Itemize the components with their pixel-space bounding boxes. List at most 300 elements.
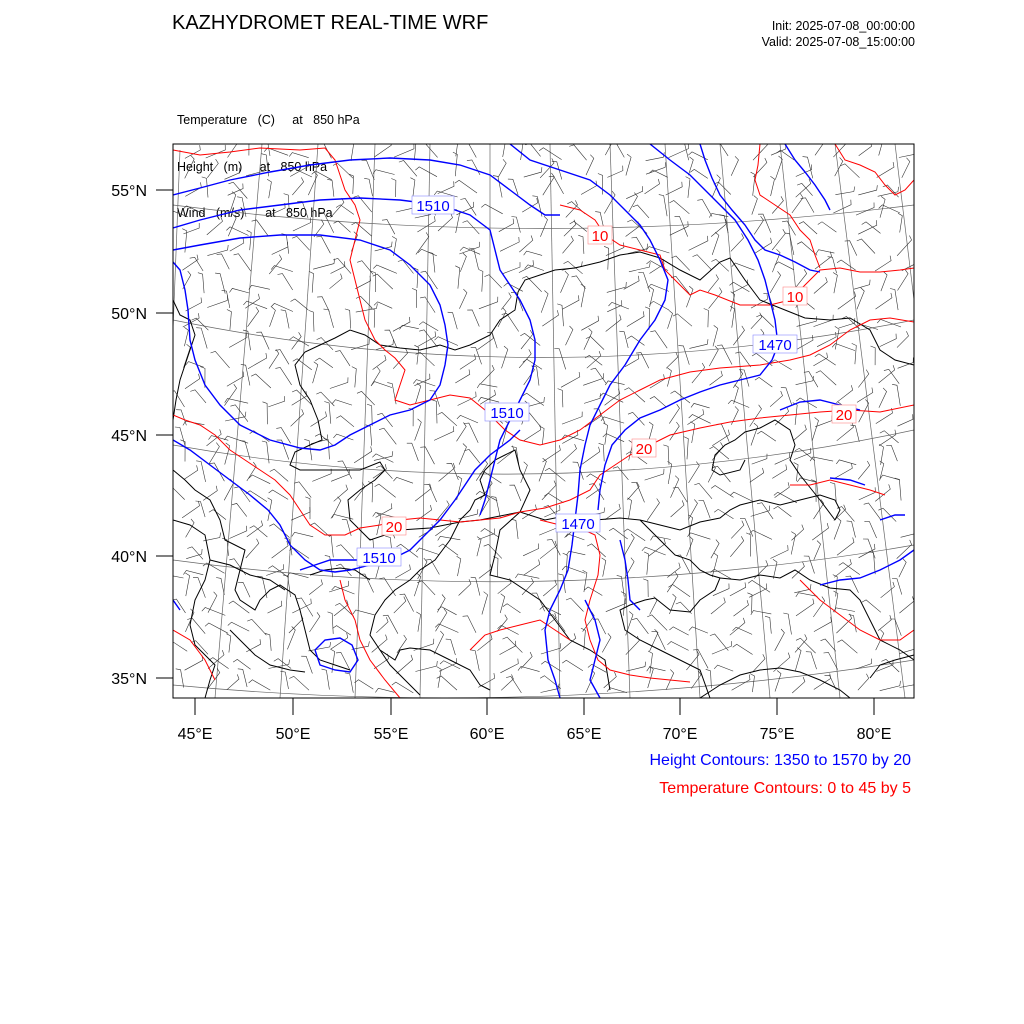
- wind-barb: [229, 559, 246, 575]
- wind-barb: [692, 363, 705, 383]
- wind-barb: [375, 688, 394, 692]
- wind-barb: [407, 443, 419, 461]
- wind-barb: [349, 174, 354, 194]
- valid-time: Valid: 2025-07-08_15:00:00: [761, 35, 915, 49]
- wind-barb: [793, 403, 797, 425]
- wind-barb: [501, 293, 511, 310]
- wind-barb: [226, 634, 230, 653]
- wind-barb: [686, 286, 693, 307]
- wind-barb: [420, 143, 438, 158]
- wind-barb: [376, 617, 388, 633]
- wind-barb: [460, 253, 466, 272]
- wind-barb: [292, 177, 303, 195]
- wind-barb: [845, 241, 857, 256]
- wind-barb: [335, 351, 350, 366]
- wind-barb: [563, 295, 580, 309]
- wind-barb: [711, 540, 719, 559]
- wind-barb: [498, 159, 506, 177]
- wind-barb: [438, 536, 461, 540]
- wind-barb: [850, 425, 859, 442]
- wind-barb: [668, 585, 690, 597]
- wind-barb: [775, 671, 781, 692]
- wind-barb: [562, 566, 585, 573]
- wind-barb: [871, 346, 876, 365]
- wind-barb: [572, 276, 586, 289]
- wind-barb: [669, 201, 689, 214]
- wind-barb: [275, 350, 289, 365]
- wind-barb: [463, 616, 476, 633]
- wind-barb: [353, 610, 374, 615]
- wind-barb: [566, 326, 573, 345]
- wind-barb: [185, 145, 200, 158]
- wind-barb: [602, 633, 611, 652]
- wind-barb: [185, 362, 203, 368]
- wind-barb: [333, 626, 351, 636]
- wind-barb: [731, 234, 744, 252]
- wind-barb: [731, 521, 744, 539]
- wind-barb: [482, 592, 488, 615]
- wind-barb: [770, 545, 788, 558]
- wind-barb: [291, 507, 310, 520]
- wind-barb: [563, 236, 574, 253]
- wind-barb: [183, 206, 205, 215]
- wind-barb: [227, 310, 232, 330]
- wind-barb: [561, 444, 577, 463]
- wind-barb: [625, 534, 635, 555]
- wind-barb: [691, 422, 695, 443]
- wind-barb: [205, 623, 228, 633]
- wind-barb: [812, 418, 818, 442]
- wind-barb: [545, 468, 565, 481]
- temp-label-20-central: 20: [635, 441, 653, 458]
- wind-barb: [272, 541, 289, 558]
- wind-barb: [500, 659, 518, 673]
- wind-barb: [650, 331, 667, 349]
- wind-barb: [228, 184, 243, 196]
- wind-barb: [587, 544, 606, 557]
- wind-barb: [584, 328, 592, 349]
- wind-barb: [524, 560, 540, 576]
- wind-barb: [519, 139, 523, 160]
- wind-barb: [374, 140, 391, 157]
- wind-barb: [334, 485, 348, 502]
- wind-barb: [772, 229, 785, 250]
- wind-barb: [892, 579, 902, 595]
- wind-barb: [881, 272, 887, 292]
- wind-barb: [315, 434, 333, 446]
- wind-barb: [878, 615, 891, 631]
- wind-barb: [324, 402, 331, 424]
- wind-barb: [781, 388, 792, 405]
- wind-barb: [400, 594, 414, 612]
- wind-barb: [554, 349, 565, 370]
- wind-barb: [671, 500, 684, 517]
- wind-barb: [211, 351, 230, 368]
- wind-barb: [901, 527, 922, 537]
- wind-barb: [477, 384, 497, 388]
- wind-barb: [886, 445, 897, 461]
- wind-barb: [754, 216, 763, 234]
- wind-barb: [502, 136, 506, 157]
- wind-barb: [539, 523, 556, 535]
- wind-barb: [650, 397, 667, 408]
- wind-barb: [228, 214, 236, 236]
- wind-barb: [511, 519, 518, 539]
- wind-barb: [438, 607, 457, 615]
- lon-label-55: 55°E: [373, 726, 409, 743]
- wind-barb: [797, 478, 816, 482]
- wind-barb: [226, 227, 248, 236]
- wind-barb: [394, 144, 414, 157]
- lon-label-45: 45°E: [177, 726, 213, 743]
- wind-barb: [626, 221, 640, 236]
- wind-barb: [746, 533, 751, 557]
- wind-barb: [374, 654, 389, 669]
- wind-barb: [477, 334, 493, 350]
- wind-barb: [292, 236, 310, 250]
- wind-barb: [621, 592, 625, 616]
- wind-barb: [312, 469, 331, 482]
- wind-barb: [446, 639, 456, 655]
- wind-barb: [438, 412, 457, 425]
- wind-barb: [523, 544, 539, 556]
- wind-barb: [895, 478, 902, 501]
- wind-barb: [294, 482, 311, 498]
- wind-barb: [457, 422, 467, 441]
- wind-barb: [522, 276, 542, 291]
- wind-barb: [182, 229, 187, 253]
- wind-barb: [560, 633, 576, 651]
- wind-barb: [227, 372, 244, 387]
- wind-barb: [268, 396, 284, 407]
- wind-barb: [332, 400, 352, 405]
- wind-barb: [578, 235, 584, 254]
- wind-barb: [649, 170, 668, 177]
- temp-label-20-west: 20: [385, 519, 403, 536]
- wind-barb: [500, 641, 516, 655]
- wind-barb: [484, 544, 502, 558]
- wind-barb: [397, 635, 407, 653]
- wind-barb: [196, 461, 205, 482]
- wind-barb: [804, 556, 815, 574]
- wind-barb: [247, 462, 256, 481]
- wind-barb: [519, 349, 531, 368]
- wind-barb: [207, 159, 218, 178]
- wind-barb: [248, 353, 267, 369]
- wind-barb: [581, 316, 598, 331]
- wind-barb: [670, 422, 680, 440]
- longitude-labels: [178, 726, 892, 743]
- wind-barb: [437, 595, 445, 613]
- wind-barb: [354, 446, 372, 463]
- wind-barb: [837, 260, 856, 270]
- wind-barb: [753, 140, 767, 160]
- wind-barb: [691, 403, 710, 408]
- wind-barb: [573, 462, 584, 480]
- wind-barb: [435, 624, 458, 633]
- wind-barb: [471, 577, 480, 595]
- wind-barb: [613, 467, 629, 480]
- wind-barb: [644, 552, 649, 575]
- wind-barb: [835, 326, 839, 349]
- wind-barb: [609, 302, 629, 309]
- wind-barb: [849, 615, 857, 633]
- wind-barb: [815, 136, 826, 156]
- wind-barb: [584, 393, 600, 403]
- wind-barb: [712, 232, 719, 255]
- wind-barb: [432, 400, 437, 424]
- wind-barb: [238, 582, 250, 597]
- wind-barb: [688, 499, 697, 519]
- wind-barb: [484, 275, 501, 288]
- wind-barb: [455, 180, 477, 193]
- wind-barb: [857, 239, 875, 254]
- wind-barb: [834, 518, 841, 540]
- wind-barb: [709, 447, 729, 460]
- wind-barb: [801, 198, 814, 213]
- wind-barb: [185, 155, 195, 178]
- wind-barb: [689, 236, 708, 251]
- wind-barb: [699, 501, 711, 519]
- wind-barb: [828, 257, 837, 274]
- wind-barb: [795, 269, 807, 289]
- wind-barb: [714, 665, 733, 671]
- wind-barb: [540, 676, 561, 689]
- wind-barb: [481, 365, 495, 384]
- wind-barb: [880, 681, 901, 691]
- wind-barb: [818, 222, 837, 232]
- wind-barb: [775, 482, 790, 497]
- wind-barb: [751, 294, 768, 308]
- wind-barb: [519, 236, 533, 253]
- wind-barb: [792, 194, 803, 214]
- wind-barb: [268, 601, 282, 613]
- wind-barb: [415, 484, 431, 501]
- wind-barb: [898, 213, 902, 232]
- wind-barb: [289, 614, 303, 633]
- wind-barb: [289, 548, 309, 559]
- wind-barb: [670, 221, 688, 235]
- wind-barb: [543, 580, 556, 596]
- wind-barb: [379, 578, 395, 596]
- wind-barb: [569, 145, 586, 160]
- wind-barb: [771, 144, 786, 155]
- wind-barb: [602, 558, 606, 577]
- wind-barb: [308, 642, 330, 651]
- wind-barb: [176, 410, 186, 426]
- wind-barb: [509, 485, 521, 501]
- wind-barb: [876, 293, 893, 309]
- wind-barb: [607, 300, 622, 312]
- wind-barb: [835, 463, 853, 478]
- wind-barb: [673, 487, 687, 502]
- wind-barb: [772, 196, 783, 213]
- wind-barb: [387, 383, 396, 405]
- wind-barb: [647, 667, 666, 671]
- wind-barb: [733, 326, 744, 345]
- wind-barb: [232, 503, 247, 516]
- wind-barb: [857, 288, 864, 310]
- wind-barb: [666, 352, 678, 368]
- temp-label-20-east: 20: [835, 407, 853, 424]
- wind-barb: [558, 389, 563, 408]
- wind-barb: [290, 169, 312, 178]
- wind-barb: [730, 536, 743, 557]
- wind-barb: [334, 221, 351, 232]
- wind-barb: [416, 612, 420, 632]
- wind-barb: [458, 509, 478, 519]
- wind-barb: [470, 650, 479, 671]
- wind-barb: [266, 564, 283, 575]
- wind-barb: [182, 501, 199, 518]
- wind-barb: [836, 460, 856, 465]
- lat-label-50: 50°N: [111, 306, 147, 323]
- wind-barb: [250, 526, 268, 537]
- wind-barb: [455, 369, 470, 383]
- wind-barb: [548, 615, 565, 632]
- wind-barb: [428, 252, 435, 273]
- lon-label-50: 50°E: [275, 726, 311, 743]
- wind-barb: [605, 381, 624, 385]
- wind-barb: [237, 197, 246, 217]
- wind-barb: [439, 544, 458, 555]
- wind-barb: [420, 297, 435, 313]
- map-title: KAZHYDROMET REAL-TIME WRF: [172, 12, 489, 34]
- wind-barb: [520, 333, 540, 345]
- wind-barb: [305, 497, 310, 519]
- wind-barb: [543, 445, 561, 462]
- wind-barb: [297, 201, 308, 218]
- wind-barb: [899, 149, 920, 158]
- wind-barb: [326, 535, 333, 558]
- wind-barb: [417, 216, 435, 232]
- wind-barb: [521, 330, 533, 349]
- wind-barb: [586, 337, 604, 350]
- wind-barb: [751, 611, 772, 615]
- wind-barb: [795, 634, 807, 652]
- wind-barb: [524, 167, 542, 177]
- wind-barb: [678, 346, 689, 365]
- wind-barb: [183, 571, 203, 575]
- wind-barb: [269, 490, 289, 499]
- wind-barb: [291, 409, 304, 426]
- lon-label-80: 80°E: [856, 726, 892, 743]
- wind-barb: [547, 540, 560, 556]
- wind-barb: [301, 656, 312, 673]
- height-label-1470-south: 1470: [561, 516, 595, 533]
- wind-barb: [836, 614, 851, 633]
- wind-barb: [897, 540, 912, 559]
- lat-label-55: 55°N: [111, 183, 147, 200]
- wind-barb: [247, 521, 263, 537]
- wind-barb: [524, 251, 543, 255]
- wind-barb: [238, 669, 247, 687]
- wind-barb: [362, 160, 375, 180]
- wind-barb: [229, 182, 248, 198]
- wind-barb: [671, 256, 689, 270]
- wind-barb: [869, 551, 876, 574]
- wind-barb: [709, 288, 722, 309]
- wind-barb: [330, 377, 348, 388]
- wind-barb: [184, 327, 188, 346]
- wind-barb: [524, 425, 541, 441]
- wind-barb: [229, 601, 250, 613]
- wind-barb: [268, 498, 272, 521]
- wind-barb: [733, 644, 753, 654]
- wind-barb: [624, 388, 645, 402]
- wind-barb: [668, 462, 672, 485]
- wind-barb: [207, 668, 220, 689]
- wind-barb: [487, 332, 497, 348]
- wind-barb: [783, 613, 791, 635]
- wind-barb: [168, 211, 188, 217]
- wind-barb: [282, 234, 289, 254]
- wind-barb: [318, 143, 331, 159]
- wind-barb: [858, 461, 870, 479]
- wind-barb: [345, 673, 354, 693]
- wind-barb: [291, 299, 309, 310]
- field-height: Height (m) at 850 hPa: [177, 159, 328, 174]
- wind-barb: [749, 530, 772, 539]
- wind-barb: [626, 154, 631, 175]
- wind-barb: [184, 344, 191, 368]
- wind-barb: [250, 431, 270, 442]
- wind-barb: [730, 492, 753, 501]
- wind-barb: [728, 400, 749, 407]
- wind-barb: [669, 627, 688, 635]
- wind-barb: [370, 308, 375, 328]
- wind-barb: [382, 220, 395, 235]
- wind-barb: [774, 506, 792, 516]
- wind-barb: [795, 335, 813, 351]
- wind-barb: [503, 604, 521, 613]
- wind-barb: [419, 322, 438, 331]
- wind-barb: [713, 325, 718, 346]
- wind-barb: [331, 469, 349, 481]
- wind-barb: [355, 276, 370, 289]
- wind-barb: [863, 539, 875, 558]
- wind-barb: [525, 143, 540, 156]
- wind-barb: [379, 428, 396, 444]
- wind-barb: [293, 218, 311, 231]
- wind-barb: [847, 521, 856, 538]
- wind-barb: [796, 593, 818, 597]
- wind-barb: [439, 658, 456, 671]
- wind-barb: [281, 310, 289, 329]
- wind-barb: [251, 374, 271, 388]
- wind-barb: [638, 272, 650, 292]
- wind-barb: [500, 237, 519, 251]
- wind-barb: [570, 221, 587, 231]
- wind-barb: [558, 574, 565, 593]
- wind-barb: [708, 275, 718, 292]
- wind-barb: [711, 486, 733, 498]
- wind-barb: [792, 525, 804, 541]
- wind-barb: [168, 487, 185, 499]
- wind-barb: [711, 598, 725, 615]
- wind-barb: [879, 137, 884, 156]
- wind-barb: [645, 179, 660, 194]
- field-temperature: Temperature (C) at 850 hPa: [177, 113, 360, 127]
- wind-barb: [499, 219, 514, 232]
- wind-barb: [502, 313, 519, 331]
- wind-barb: [837, 640, 857, 653]
- wind-barb: [897, 236, 912, 256]
- wind-barb: [899, 559, 906, 578]
- wind-barb: [479, 297, 498, 309]
- height-contours-legend: Height Contours: 1350 to 1570 by 20: [649, 752, 911, 769]
- wind-barb: [275, 367, 291, 385]
